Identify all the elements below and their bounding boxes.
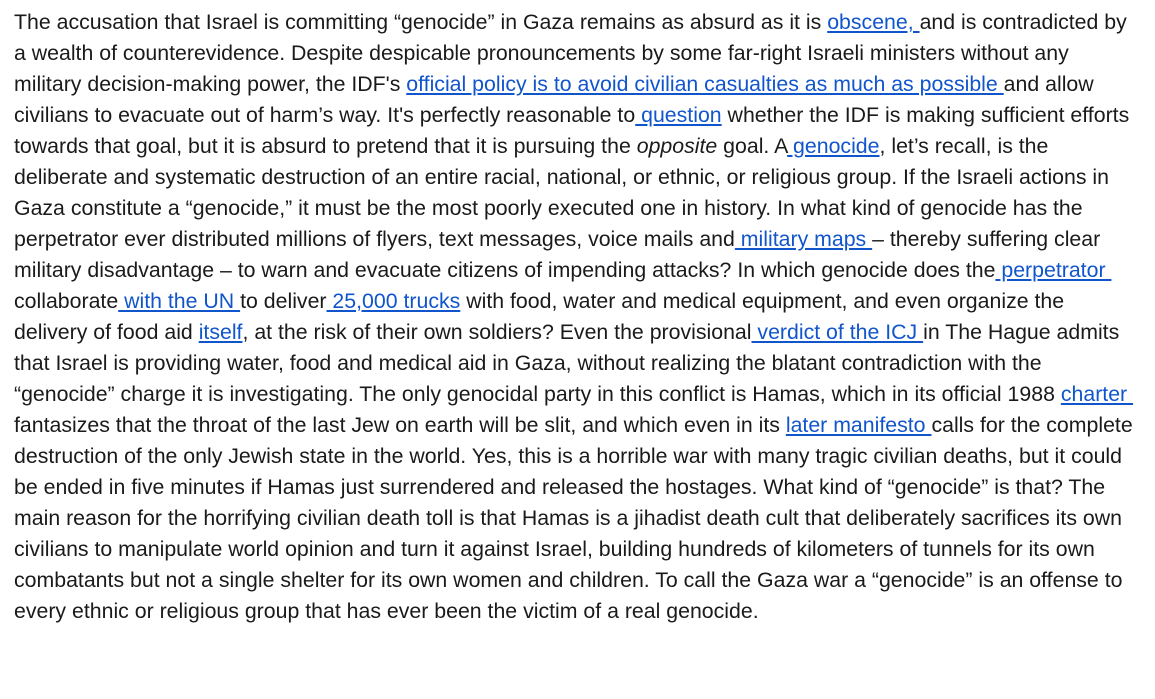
italic-emphasis: opposite [636,134,718,158]
link-question[interactable]: question [635,103,722,127]
text-segment: – thereby suffering clear military disadvantage – to warn and evacuate citizens of impending attacks? In which genocide does the [14,227,1107,282]
link-charter[interactable]: charter [1060,382,1134,406]
text-segment: in The Hague admits that Israel is providing water, food and medical aid in Gaza, without realizing the blatant contradiction with the “genocide” charge it is investigating. The only genocidal party in this conflict is Hamas, which in its official 1988 [14,320,1126,406]
link-itself[interactable]: itself [198,320,243,344]
text-segment: and is contradicted by a wealth of counterevidence. Despite despicable pronouncements by some far-right Israeli ministers without any military decision-making power, the IDF's [14,10,1133,96]
text-segment: calls for the complete destruction of the only Jewish state in the world. Yes, this is a horrible war with many tragic civilian deaths, but it could be ended in five minutes if Hamas just surrendered and released the hostages. What kind of “genocide” is that? The main reason for the horrifying civilian death toll is that Hamas is a jihadist death cult that deliberately sacrifices its own civilians to manipulate world opinion and turn it against Israel, building hundreds of kilometers of tunnels for its own combatants but not a single shelter for its own women and children. To call the Gaza war a “genocide” is an offense to every ethnic or religious group that has ever been the victim of a real genocide. [14,413,1139,623]
link-later-manifesto[interactable]: later manifesto [785,413,932,437]
link-verdict-of-the-icj[interactable]: verdict of the ICJ [751,320,924,344]
link-genocide[interactable]: genocide [787,134,880,158]
text-segment: and allow civilians to evacuate out of harm’s way. It's perfectly reasonable to [14,72,1100,127]
text-segment: fantasizes that the throat of the last Jew on earth will be slit, and which even in its [14,413,786,437]
text-segment: with food, water and medical equipment, and even organize the delivery of food aid [14,289,1071,344]
text-segment: The accusation that Israel is committing “genocide” in Gaza remains as absurd as it is [14,10,828,34]
link-25000-trucks[interactable]: 25,000 trucks [326,289,461,313]
text-segment: to deliver [240,289,327,313]
text-segment: whether the IDF is making sufficient efforts towards that goal, but it is absurd to pretend that it is pursuing the [14,103,1136,158]
link-with-the-un[interactable]: with the UN [118,289,241,313]
text-segment: , let’s recall, is the deliberate and systematic destruction of an entire racial, national, or ethnic, or religious group. If the Israeli actions in Gaza constitute a “genocide,” it must be the most poorly executed one in history. In what kind of genocide has the perpetrator ever distributed millions of flyers, text messages, voice mails and [14,134,1115,251]
link-perpetrator[interactable]: perpetrator [995,258,1112,282]
link-military-maps[interactable]: military maps [734,227,873,251]
text-segment: , at the risk of their own soldiers? Even the provisional [242,320,752,344]
link-obscene[interactable]: obscene, [827,10,920,34]
text-segment: goal. A [717,134,788,158]
link-official-policy[interactable]: official policy is to avoid civilian casualties as much as possible [406,72,1004,96]
text-segment: collaborate [14,289,119,313]
